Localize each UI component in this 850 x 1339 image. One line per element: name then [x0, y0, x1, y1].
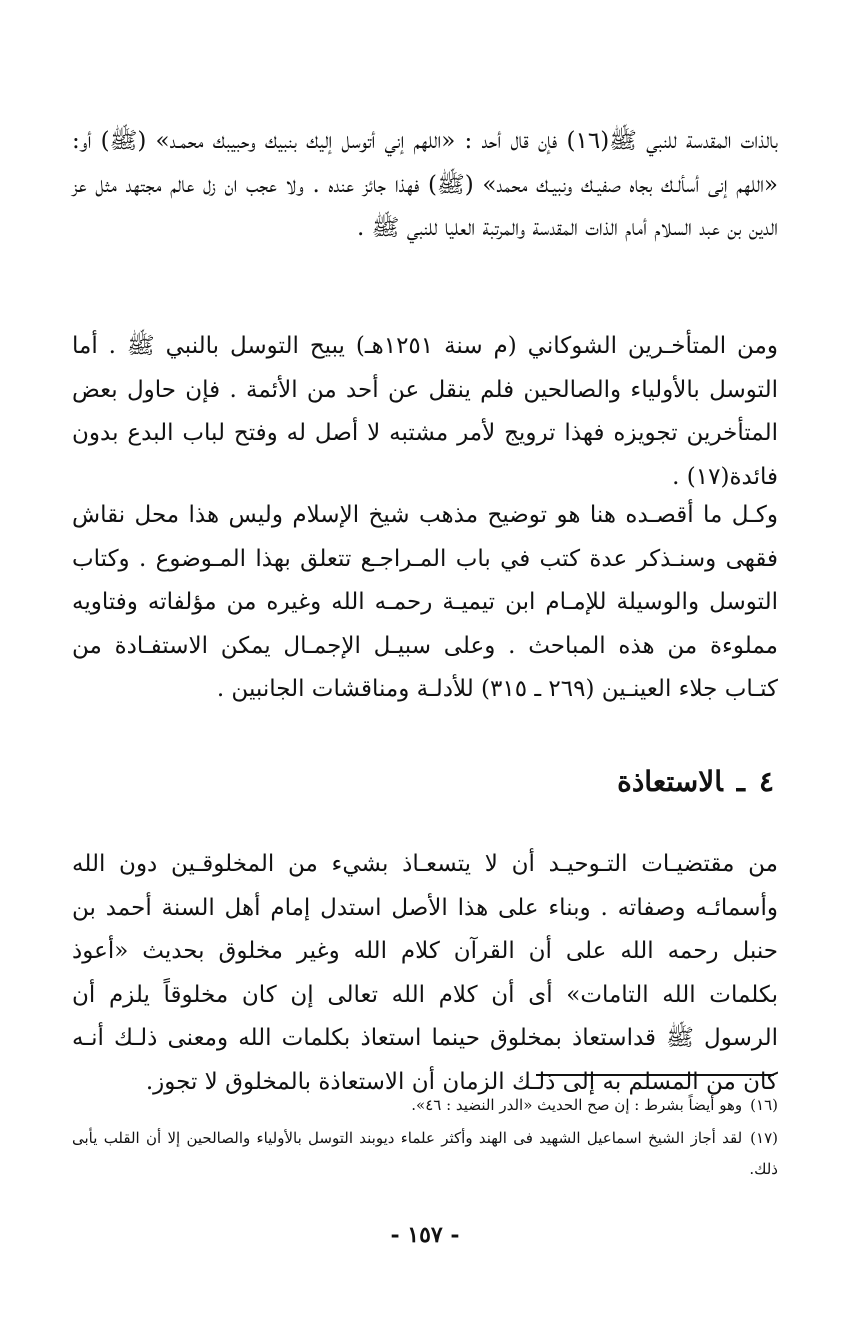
section-heading: [617, 762, 774, 802]
footnote-text: لقد أجاز الشيخ اسماعيل الشهيد فى الهند وأكثر علماء ديوبند التوسل بالأولياء والصالحين إلا أن القلب يأبى ذلك.: [72, 1129, 778, 1178]
section-title: الاستعاذة: [617, 765, 723, 798]
section-dash: ـ: [736, 765, 745, 798]
section-number: ٤: [758, 765, 774, 798]
footnote-17: [72, 1123, 778, 1185]
footnote-number: (١٧): [750, 1129, 778, 1147]
footnote-number: (١٦): [750, 1096, 778, 1114]
page-number: - ١٥٧ -: [390, 1222, 460, 1248]
paragraph-2: ومن المتأخـرين الشوكاني (م سنة ١٢٥١هـ) يبيح التوسل بالنبي ﷺ . أما التوسل بالأولياء والصالحين فلم ينقل عن أحد من الأئمة . فإن حاول بعض المتأخرين تجويزه فهذا ترويج لأمر مشتبه لا أصل له وفتح لباب البدع بدون فائدة(١٧) .: [72, 333, 778, 490]
paragraph-1: بالذات المقدسة للنبي ﷺ(١٦) فإن قال أحد : «اللهم إني أتوسل إليك بنبيك وحبيبك محمـد» (ﷺ) أو: «اللهم إنى أسألـك بجاه صفيـك ونبيـك محمد» (ﷺ) فهذا جائز عنده . ولا عجب ان زل عالم مجتهد مثل عز الدين بن عبد السلام أمام الذات المقدسة والمرتبة العليا للنبي ﷺ .: [72, 128, 778, 241]
footnote-text: وهو أيضاً بشرط : إن صح الحديث «الدر النضيد : ٤٦».: [411, 1096, 743, 1114]
footnote-16: [72, 1090, 778, 1121]
paragraph-4: من مقتضيـات التـوحيـد أن لا يتسعـاذ بشيء من المخلوقـين دون الله وأسمائـه وصفاته . وبناء على هذا الأصل استدل إمام أهل السنة أحمد بن حنبل رحمه الله على أن القرآن كلام الله وغير مخلوق بحديث «أعوذ بكلمات الله التامات» أى أن كلام الله تعالى إن كان مخلوقاً يلزم أن الرسول ﷺ قداستعاذ بمخلوق حينما استعاذ بكلمات الله ومعنى ذلـك أنـه كان من المسلم به إلى ذلـك الزمان أن الاستعاذة بالمخلوق لا تجوز.: [72, 851, 778, 1095]
paragraph-3: وكـل ما أقصـده هنا هو توضيح مذهب شيخ الإسلام وليس هذا محل نقاش فقهى وسنـذكر عدة كتب في باب المـراجـع تتعلق بهذا المـوضوع . وكتاب التوسل والوسيلة للإمـام ابن تيميـة رحمـه الله وغيره من مؤلفاته وفتاويه مملوءة من هذه المباحث . وعلى سبيـل الإجمـال يمكن الاستفـادة من كتـاب جلاء العينـين (٢٦٩ ـ ٣١٥) للأدلـة ومناقشات الجانبين .: [72, 502, 778, 702]
footnote-divider: [536, 1074, 774, 1076]
